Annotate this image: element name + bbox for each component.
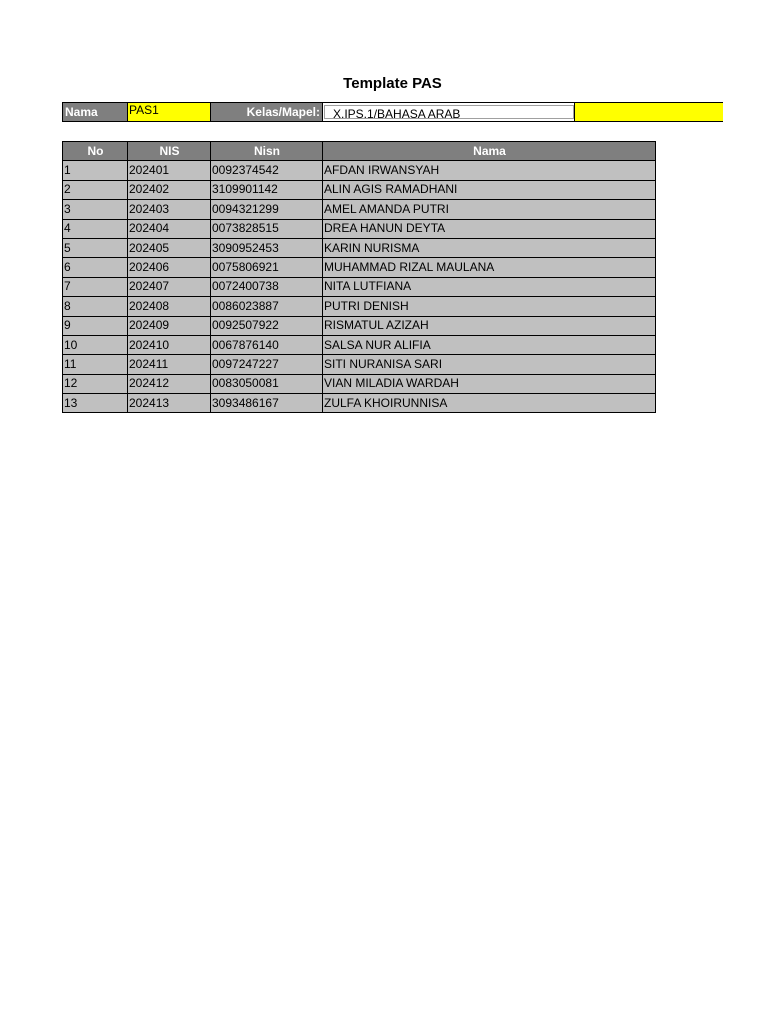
student-table — [62, 141, 656, 413]
nama-label: Nama — [62, 102, 127, 122]
table-row — [63, 258, 656, 277]
cell-nisn[interactable]: 0086023887 — [211, 297, 323, 316]
cell-nisn[interactable]: 3090952453 — [211, 238, 323, 257]
cell-no[interactable]: 10 — [63, 335, 128, 354]
cell-no[interactable]: 6 — [63, 258, 128, 277]
table-row — [63, 219, 656, 238]
cell-no[interactable]: 1 — [63, 161, 128, 180]
cell-nisn[interactable]: 0073828515 — [211, 219, 323, 238]
cell-no[interactable]: 7 — [63, 277, 128, 296]
cell-nis[interactable]: 202412 — [128, 374, 211, 393]
cell-nisn[interactable]: 0072400738 — [211, 277, 323, 296]
cell-nisn[interactable]: 3109901142 — [211, 180, 323, 199]
table-row — [63, 161, 656, 180]
cell-nama[interactable]: AFDAN IRWANSYAH — [323, 161, 656, 180]
cell-nama[interactable]: MUHAMMAD RIZAL MAULANA — [323, 258, 656, 277]
table-row — [63, 238, 656, 257]
cell-nama[interactable]: KARIN NURISMA — [323, 238, 656, 257]
cell-nis[interactable]: 202404 — [128, 219, 211, 238]
cell-no[interactable]: 13 — [63, 394, 128, 413]
cell-nis[interactable]: 202410 — [128, 335, 211, 354]
cell-nama[interactable]: SALSA NUR ALIFIA — [323, 335, 656, 354]
cell-nama[interactable]: DREA HANUN DEYTA — [323, 219, 656, 238]
table-row — [63, 297, 656, 316]
cell-nis[interactable]: 202405 — [128, 238, 211, 257]
table-row — [63, 374, 656, 393]
cell-nisn[interactable]: 0092374542 — [211, 161, 323, 180]
cell-no[interactable]: 4 — [63, 219, 128, 238]
cell-nisn[interactable]: 0075806921 — [211, 258, 323, 277]
cell-no[interactable]: 9 — [63, 316, 128, 335]
cell-nis[interactable]: 202403 — [128, 200, 211, 219]
table-row — [63, 355, 656, 374]
cell-nisn[interactable]: 0094321299 — [211, 200, 323, 219]
cell-nama[interactable]: RISMATUL AZIZAH — [323, 316, 656, 335]
cell-no[interactable]: 12 — [63, 374, 128, 393]
page-title: Template PAS — [343, 75, 442, 92]
kelas-mapel-value: X.IPS.1/BAHASA ARAB — [333, 107, 461, 121]
cell-nisn[interactable]: 0067876140 — [211, 335, 323, 354]
table-row — [63, 277, 656, 296]
column-header-nama: Nama — [323, 142, 656, 161]
table-header-row — [63, 142, 656, 161]
table-row — [63, 394, 656, 413]
cell-nisn[interactable]: 3093486167 — [211, 394, 323, 413]
cell-nis[interactable]: 202411 — [128, 355, 211, 374]
cell-nis[interactable]: 202402 — [128, 180, 211, 199]
cell-nis[interactable]: 202401 — [128, 161, 211, 180]
cell-nis[interactable]: 202409 — [128, 316, 211, 335]
cell-no[interactable]: 11 — [63, 355, 128, 374]
nama-value-cell[interactable]: PAS1 — [127, 102, 210, 122]
cell-nis[interactable]: 202413 — [128, 394, 211, 413]
cell-nis[interactable]: 202406 — [128, 258, 211, 277]
column-header-nisn: Nisn — [211, 142, 323, 161]
info-row — [62, 102, 723, 122]
cell-nama[interactable]: VIAN MILADIA WARDAH — [323, 374, 656, 393]
cell-nama[interactable]: ALIN AGIS RAMADHANI — [323, 180, 656, 199]
cell-no[interactable]: 2 — [63, 180, 128, 199]
cell-nisn[interactable]: 0092507922 — [211, 316, 323, 335]
cell-no[interactable]: 3 — [63, 200, 128, 219]
cell-nis[interactable]: 202407 — [128, 277, 211, 296]
cell-no[interactable]: 5 — [63, 238, 128, 257]
cell-nama[interactable]: SITI NURANISA SARI — [323, 355, 656, 374]
kelas-mapel-label: Kelas/Mapel: — [210, 102, 322, 122]
table-row — [63, 316, 656, 335]
cell-nama[interactable]: PUTRI DENISH — [323, 297, 656, 316]
cell-nis[interactable]: 202408 — [128, 297, 211, 316]
table-row — [63, 200, 656, 219]
cell-no[interactable]: 8 — [63, 297, 128, 316]
cell-nisn[interactable]: 0083050081 — [211, 374, 323, 393]
cell-nama[interactable]: AMEL AMANDA PUTRI — [323, 200, 656, 219]
table-row — [63, 180, 656, 199]
cell-nama[interactable]: ZULFA KHOIRUNNISA — [323, 394, 656, 413]
cell-nisn[interactable]: 0097247227 — [211, 355, 323, 374]
kelas-mapel-field[interactable] — [322, 102, 575, 122]
table-row — [63, 335, 656, 354]
column-header-no: No — [63, 142, 128, 161]
highlight-fill — [575, 102, 723, 122]
cell-nama[interactable]: NITA LUTFIANA — [323, 277, 656, 296]
column-header-nis: NIS — [128, 142, 211, 161]
